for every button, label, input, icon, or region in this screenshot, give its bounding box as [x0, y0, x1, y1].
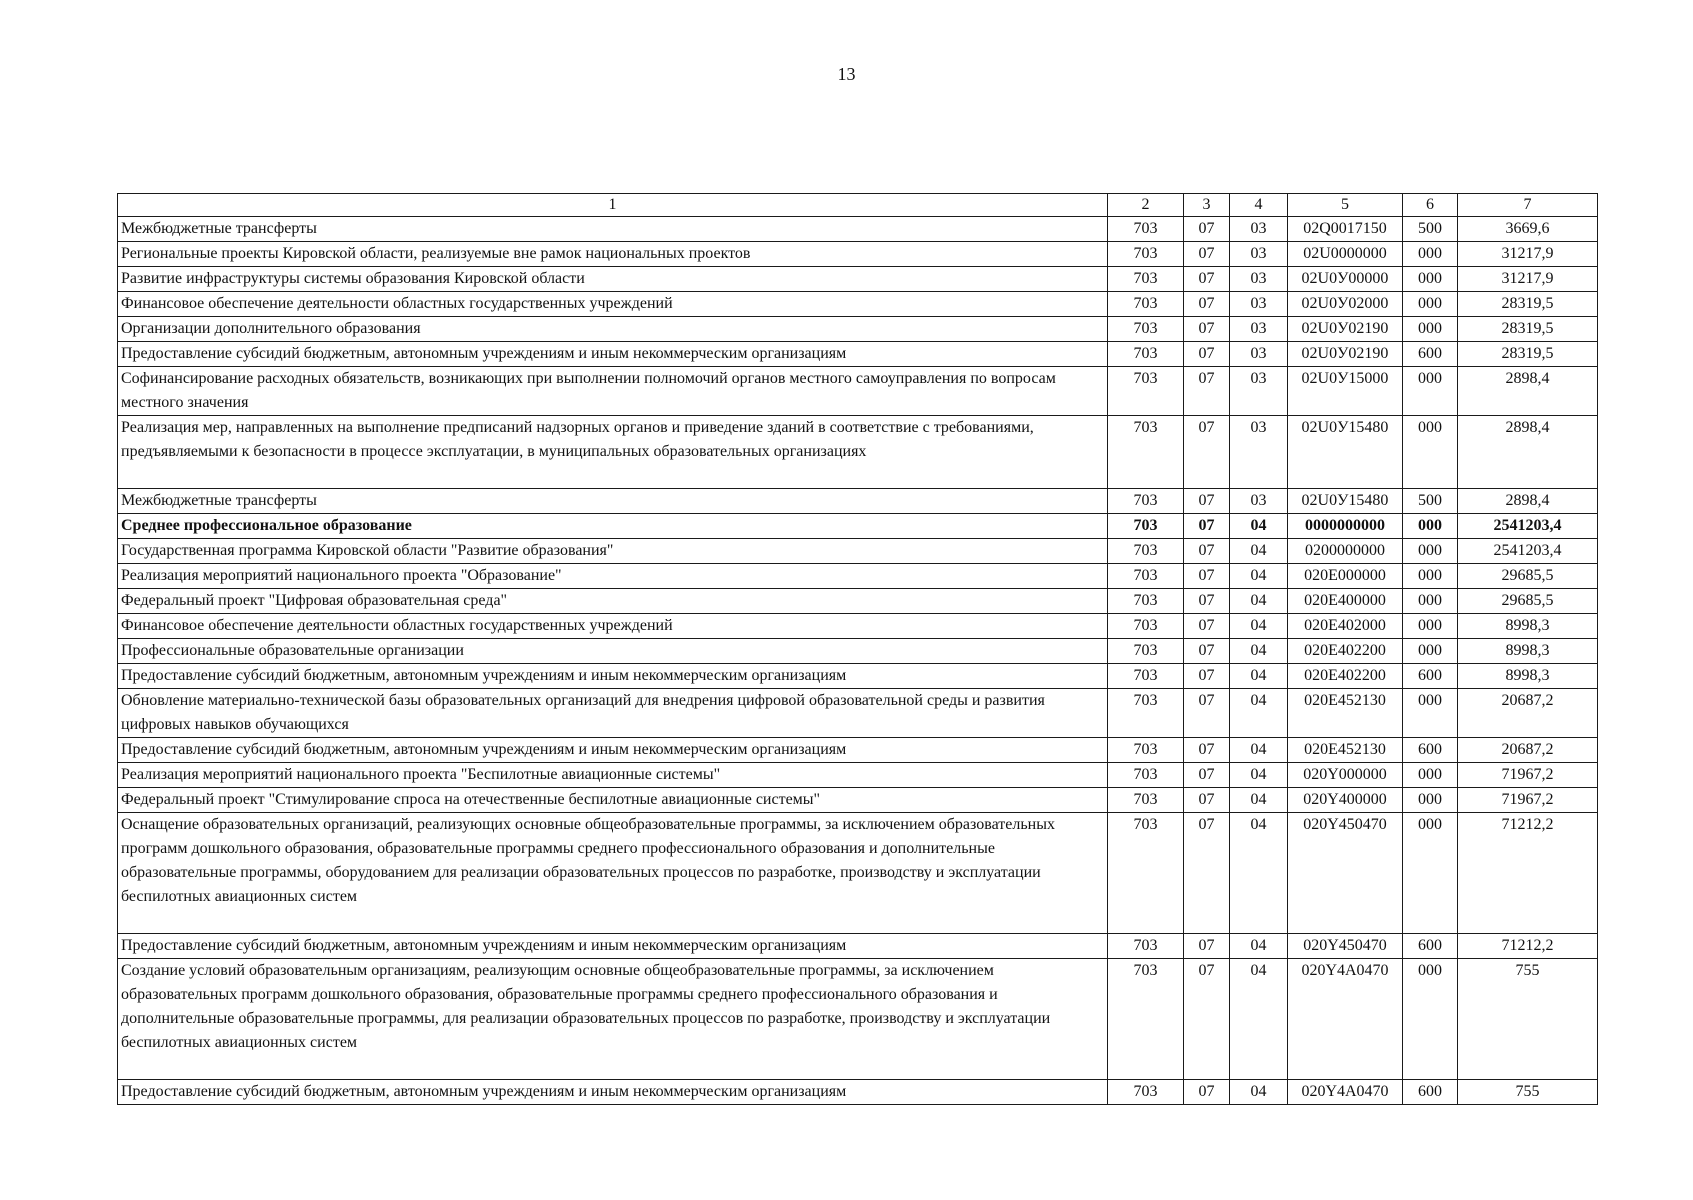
row-target-article-cell: 02U0У02190 [1288, 342, 1403, 367]
row-amount-cell: 3669,6 [1458, 217, 1598, 242]
row-amount-cell: 71212,2 [1458, 813, 1598, 934]
row-name-cell: Предоставление субсидий бюджетным, автономным учреждениям и иным некоммерческим организациям [118, 664, 1108, 689]
row-target-article-cell: 02U0У15000 [1288, 367, 1403, 416]
row-target-article-cell: 020Y450470 [1288, 813, 1403, 934]
row-code-cell: 703 [1108, 664, 1184, 689]
row-section-cell: 07 [1184, 589, 1230, 614]
table-row [118, 514, 1598, 539]
row-target-article-cell: 02U0У02000 [1288, 292, 1403, 317]
row-subsection-cell: 03 [1230, 416, 1288, 489]
table-row [118, 738, 1598, 763]
table-row [118, 539, 1598, 564]
row-subsection-cell: 04 [1230, 788, 1288, 813]
table-row [118, 763, 1598, 788]
row-amount-cell: 29685,5 [1458, 564, 1598, 589]
table-row [118, 317, 1598, 342]
row-section-cell: 07 [1184, 564, 1230, 589]
row-section-cell: 07 [1184, 292, 1230, 317]
row-subsection-cell: 04 [1230, 664, 1288, 689]
row-amount-cell: 755 [1458, 959, 1598, 1080]
row-target-article-cell: 02U0У15480 [1288, 489, 1403, 514]
row-expense-type-cell: 000 [1403, 639, 1458, 664]
row-name-cell: Межбюджетные трансферты [118, 217, 1108, 242]
row-code-cell: 703 [1108, 614, 1184, 639]
row-code-cell: 703 [1108, 489, 1184, 514]
row-amount-cell: 755 [1458, 1080, 1598, 1105]
row-expense-type-cell: 000 [1403, 367, 1458, 416]
row-code-cell: 703 [1108, 1080, 1184, 1105]
row-expense-type-cell: 600 [1403, 664, 1458, 689]
table-row [118, 342, 1598, 367]
row-expense-type-cell: 000 [1403, 267, 1458, 292]
row-target-article-cell: 0200000000 [1288, 539, 1403, 564]
row-amount-cell: 2898,4 [1458, 489, 1598, 514]
table-row [118, 813, 1598, 934]
row-name-cell: Предоставление субсидий бюджетным, автономным учреждениям и иным некоммерческим организациям [118, 738, 1108, 763]
row-section-cell: 07 [1184, 342, 1230, 367]
row-section-cell: 07 [1184, 367, 1230, 416]
row-target-article-cell: 020E000000 [1288, 564, 1403, 589]
table-row [118, 934, 1598, 959]
table-row [118, 267, 1598, 292]
row-subsection-cell: 04 [1230, 564, 1288, 589]
row-name-cell: Финансовое обеспечение деятельности областных государственных учреждений [118, 614, 1108, 639]
row-section-cell: 07 [1184, 664, 1230, 689]
row-expense-type-cell: 500 [1403, 217, 1458, 242]
table-row [118, 1080, 1598, 1105]
row-subsection-cell: 04 [1230, 514, 1288, 539]
row-subsection-cell: 04 [1230, 934, 1288, 959]
row-amount-cell: 29685,5 [1458, 589, 1598, 614]
row-code-cell: 703 [1108, 639, 1184, 664]
row-amount-cell: 2541203,4 [1458, 514, 1598, 539]
row-name-cell: Предоставление субсидий бюджетным, автономным учреждениям и иным некоммерческим организациям [118, 1080, 1108, 1105]
row-target-article-cell: 020Y450470 [1288, 934, 1403, 959]
row-amount-cell: 31217,9 [1458, 242, 1598, 267]
row-code-cell: 703 [1108, 514, 1184, 539]
row-name-cell: Среднее профессиональное образование [118, 514, 1108, 539]
row-name-cell: Организации дополнительного образования [118, 317, 1108, 342]
table-row [118, 959, 1598, 1080]
row-target-article-cell: 020Y4A0470 [1288, 959, 1403, 1080]
row-target-article-cell: 020Y4A0470 [1288, 1080, 1403, 1105]
row-target-article-cell: 02U0У02190 [1288, 317, 1403, 342]
row-subsection-cell: 03 [1230, 217, 1288, 242]
row-target-article-cell: 020E402200 [1288, 664, 1403, 689]
row-code-cell: 703 [1108, 242, 1184, 267]
row-subsection-cell: 03 [1230, 292, 1288, 317]
table-row [118, 589, 1598, 614]
row-name-cell: Предоставление субсидий бюджетным, автономным учреждениям и иным некоммерческим организациям [118, 934, 1108, 959]
row-section-cell: 07 [1184, 788, 1230, 813]
row-expense-type-cell: 000 [1403, 788, 1458, 813]
row-code-cell: 703 [1108, 813, 1184, 934]
row-amount-cell: 71967,2 [1458, 788, 1598, 813]
row-expense-type-cell: 000 [1403, 959, 1458, 1080]
row-code-cell: 703 [1108, 934, 1184, 959]
row-name-cell: Создание условий образовательным организациям, реализующим основные общеобразовательные программы, за исключением образовательных программ дошкольного образования, образовательные программы среднего профессионального образования и дополнительные образовательные программы, для реализации образовательных процессов по разработке, производству и эксплуатации беспилотных авиационных систем [118, 959, 1108, 1080]
row-section-cell: 07 [1184, 514, 1230, 539]
row-subsection-cell: 03 [1230, 367, 1288, 416]
row-expense-type-cell: 600 [1403, 342, 1458, 367]
table-row [118, 564, 1598, 589]
row-expense-type-cell: 600 [1403, 934, 1458, 959]
row-subsection-cell: 04 [1230, 614, 1288, 639]
row-section-cell: 07 [1184, 416, 1230, 489]
row-name-cell: Межбюджетные трансферты [118, 489, 1108, 514]
row-name-cell: Реализация мероприятий национального проекта "Беспилотные авиационные системы" [118, 763, 1108, 788]
row-name-cell: Государственная программа Кировской области "Развитие образования" [118, 539, 1108, 564]
row-amount-cell: 28319,5 [1458, 342, 1598, 367]
row-subsection-cell: 04 [1230, 539, 1288, 564]
row-amount-cell: 8998,3 [1458, 614, 1598, 639]
header-cell: 1 [118, 194, 1108, 217]
row-target-article-cell: 020Y000000 [1288, 763, 1403, 788]
row-name-cell: Федеральный проект "Стимулирование спроса на отечественные беспилотные авиационные системы" [118, 788, 1108, 813]
page-number: 13 [837, 64, 856, 84]
table-row [118, 614, 1598, 639]
row-code-cell: 703 [1108, 217, 1184, 242]
row-expense-type-cell: 000 [1403, 416, 1458, 489]
row-code-cell: 703 [1108, 564, 1184, 589]
row-name-cell: Развитие инфраструктуры системы образования Кировской области [118, 267, 1108, 292]
row-subsection-cell: 03 [1230, 242, 1288, 267]
row-amount-cell: 28319,5 [1458, 317, 1598, 342]
row-expense-type-cell: 000 [1403, 614, 1458, 639]
row-target-article-cell: 02U0У15480 [1288, 416, 1403, 489]
budget-table [117, 193, 1598, 1105]
row-expense-type-cell: 000 [1403, 292, 1458, 317]
row-subsection-cell: 04 [1230, 763, 1288, 788]
row-name-cell: Обновление материально-технической базы образовательных организаций для внедрения цифровой образовательной среды и развития цифровых навыков обучающихся [118, 689, 1108, 738]
row-target-article-cell: 020E452130 [1288, 738, 1403, 763]
row-amount-cell: 20687,2 [1458, 738, 1598, 763]
row-section-cell: 07 [1184, 489, 1230, 514]
row-name-cell: Федеральный проект "Цифровая образовательная среда" [118, 589, 1108, 614]
row-section-cell: 07 [1184, 242, 1230, 267]
row-section-cell: 07 [1184, 763, 1230, 788]
row-subsection-cell: 04 [1230, 689, 1288, 738]
row-amount-cell: 2898,4 [1458, 367, 1598, 416]
row-code-cell: 703 [1108, 738, 1184, 763]
row-section-cell: 07 [1184, 934, 1230, 959]
row-expense-type-cell: 000 [1403, 589, 1458, 614]
row-expense-type-cell: 000 [1403, 514, 1458, 539]
row-name-cell: Софинансирование расходных обязательств, возникающих при выполнении полномочий органов местного самоуправления по вопросам местного значения [118, 367, 1108, 416]
row-subsection-cell: 03 [1230, 342, 1288, 367]
row-code-cell: 703 [1108, 689, 1184, 738]
row-section-cell: 07 [1184, 639, 1230, 664]
row-amount-cell: 20687,2 [1458, 689, 1598, 738]
row-target-article-cell: 020Y400000 [1288, 788, 1403, 813]
header-cell: 3 [1184, 194, 1230, 217]
table-row [118, 242, 1598, 267]
table-header-row [118, 194, 1598, 217]
row-section-cell: 07 [1184, 539, 1230, 564]
row-expense-type-cell: 600 [1403, 738, 1458, 763]
table-row [118, 664, 1598, 689]
row-expense-type-cell: 000 [1403, 564, 1458, 589]
row-section-cell: 07 [1184, 959, 1230, 1080]
header-cell: 4 [1230, 194, 1288, 217]
row-name-cell: Предоставление субсидий бюджетным, автономным учреждениям и иным некоммерческим организациям [118, 342, 1108, 367]
row-name-cell: Оснащение образовательных организаций, реализующих основные общеобразовательные программы, за исключением образовательных программ дошкольного образования, образовательные программы среднего профессионального образования и дополнительные образовательные программы, оборудованием для реализации образовательных процессов по разработке, производству и эксплуатации беспилотных авиационных систем [118, 813, 1108, 934]
row-amount-cell: 2898,4 [1458, 416, 1598, 489]
row-section-cell: 07 [1184, 614, 1230, 639]
row-code-cell: 703 [1108, 589, 1184, 614]
row-section-cell: 07 [1184, 267, 1230, 292]
row-amount-cell: 71967,2 [1458, 763, 1598, 788]
row-name-cell: Региональные проекты Кировской области, реализуемые вне рамок национальных проектов [118, 242, 1108, 267]
table-row [118, 689, 1598, 738]
row-subsection-cell: 04 [1230, 959, 1288, 1080]
row-section-cell: 07 [1184, 317, 1230, 342]
row-amount-cell: 8998,3 [1458, 664, 1598, 689]
row-subsection-cell: 04 [1230, 589, 1288, 614]
row-section-cell: 07 [1184, 689, 1230, 738]
row-amount-cell: 28319,5 [1458, 292, 1598, 317]
row-code-cell: 703 [1108, 367, 1184, 416]
row-expense-type-cell: 000 [1403, 317, 1458, 342]
row-expense-type-cell: 000 [1403, 813, 1458, 934]
row-target-article-cell: 02U0У00000 [1288, 267, 1403, 292]
table-row [118, 489, 1598, 514]
row-subsection-cell: 04 [1230, 738, 1288, 763]
row-code-cell: 703 [1108, 788, 1184, 813]
table-row [118, 367, 1598, 416]
row-subsection-cell: 04 [1230, 639, 1288, 664]
row-amount-cell: 71212,2 [1458, 934, 1598, 959]
header-cell: 7 [1458, 194, 1598, 217]
row-name-cell: Финансовое обеспечение деятельности областных государственных учреждений [118, 292, 1108, 317]
row-amount-cell: 2541203,4 [1458, 539, 1598, 564]
row-subsection-cell: 03 [1230, 267, 1288, 292]
row-expense-type-cell: 000 [1403, 763, 1458, 788]
table-row [118, 416, 1598, 489]
row-target-article-cell: 0000000000 [1288, 514, 1403, 539]
row-code-cell: 703 [1108, 959, 1184, 1080]
row-subsection-cell: 03 [1230, 317, 1288, 342]
table-row [118, 292, 1598, 317]
table-row [118, 788, 1598, 813]
row-expense-type-cell: 600 [1403, 1080, 1458, 1105]
row-code-cell: 703 [1108, 539, 1184, 564]
row-code-cell: 703 [1108, 763, 1184, 788]
row-expense-type-cell: 000 [1403, 242, 1458, 267]
row-target-article-cell: 02U0000000 [1288, 242, 1403, 267]
row-expense-type-cell: 000 [1403, 689, 1458, 738]
row-target-article-cell: 020E400000 [1288, 589, 1403, 614]
row-code-cell: 703 [1108, 317, 1184, 342]
header-cell: 5 [1288, 194, 1403, 217]
table-row [118, 639, 1598, 664]
row-amount-cell: 31217,9 [1458, 267, 1598, 292]
row-code-cell: 703 [1108, 267, 1184, 292]
row-section-cell: 07 [1184, 813, 1230, 934]
row-code-cell: 703 [1108, 416, 1184, 489]
row-code-cell: 703 [1108, 292, 1184, 317]
row-section-cell: 07 [1184, 1080, 1230, 1105]
row-target-article-cell: 020E402200 [1288, 639, 1403, 664]
row-target-article-cell: 020E452130 [1288, 689, 1403, 738]
header-cell: 6 [1403, 194, 1458, 217]
row-amount-cell: 8998,3 [1458, 639, 1598, 664]
row-target-article-cell: 02Q0017150 [1288, 217, 1403, 242]
row-section-cell: 07 [1184, 738, 1230, 763]
row-expense-type-cell: 000 [1403, 539, 1458, 564]
row-subsection-cell: 04 [1230, 813, 1288, 934]
row-name-cell: Реализация мер, направленных на выполнение предписаний надзорных органов и приведение зданий в соответствие с требованиями, предъявляемыми к безопасности в процессе эксплуатации, в муниципальных образовательных организациях [118, 416, 1108, 489]
row-name-cell: Профессиональные образовательные организации [118, 639, 1108, 664]
row-target-article-cell: 020E402000 [1288, 614, 1403, 639]
row-subsection-cell: 04 [1230, 1080, 1288, 1105]
row-expense-type-cell: 500 [1403, 489, 1458, 514]
row-name-cell: Реализация мероприятий национального проекта "Образование" [118, 564, 1108, 589]
row-code-cell: 703 [1108, 342, 1184, 367]
header-cell: 2 [1108, 194, 1184, 217]
row-section-cell: 07 [1184, 217, 1230, 242]
table-row [118, 217, 1598, 242]
row-subsection-cell: 03 [1230, 489, 1288, 514]
